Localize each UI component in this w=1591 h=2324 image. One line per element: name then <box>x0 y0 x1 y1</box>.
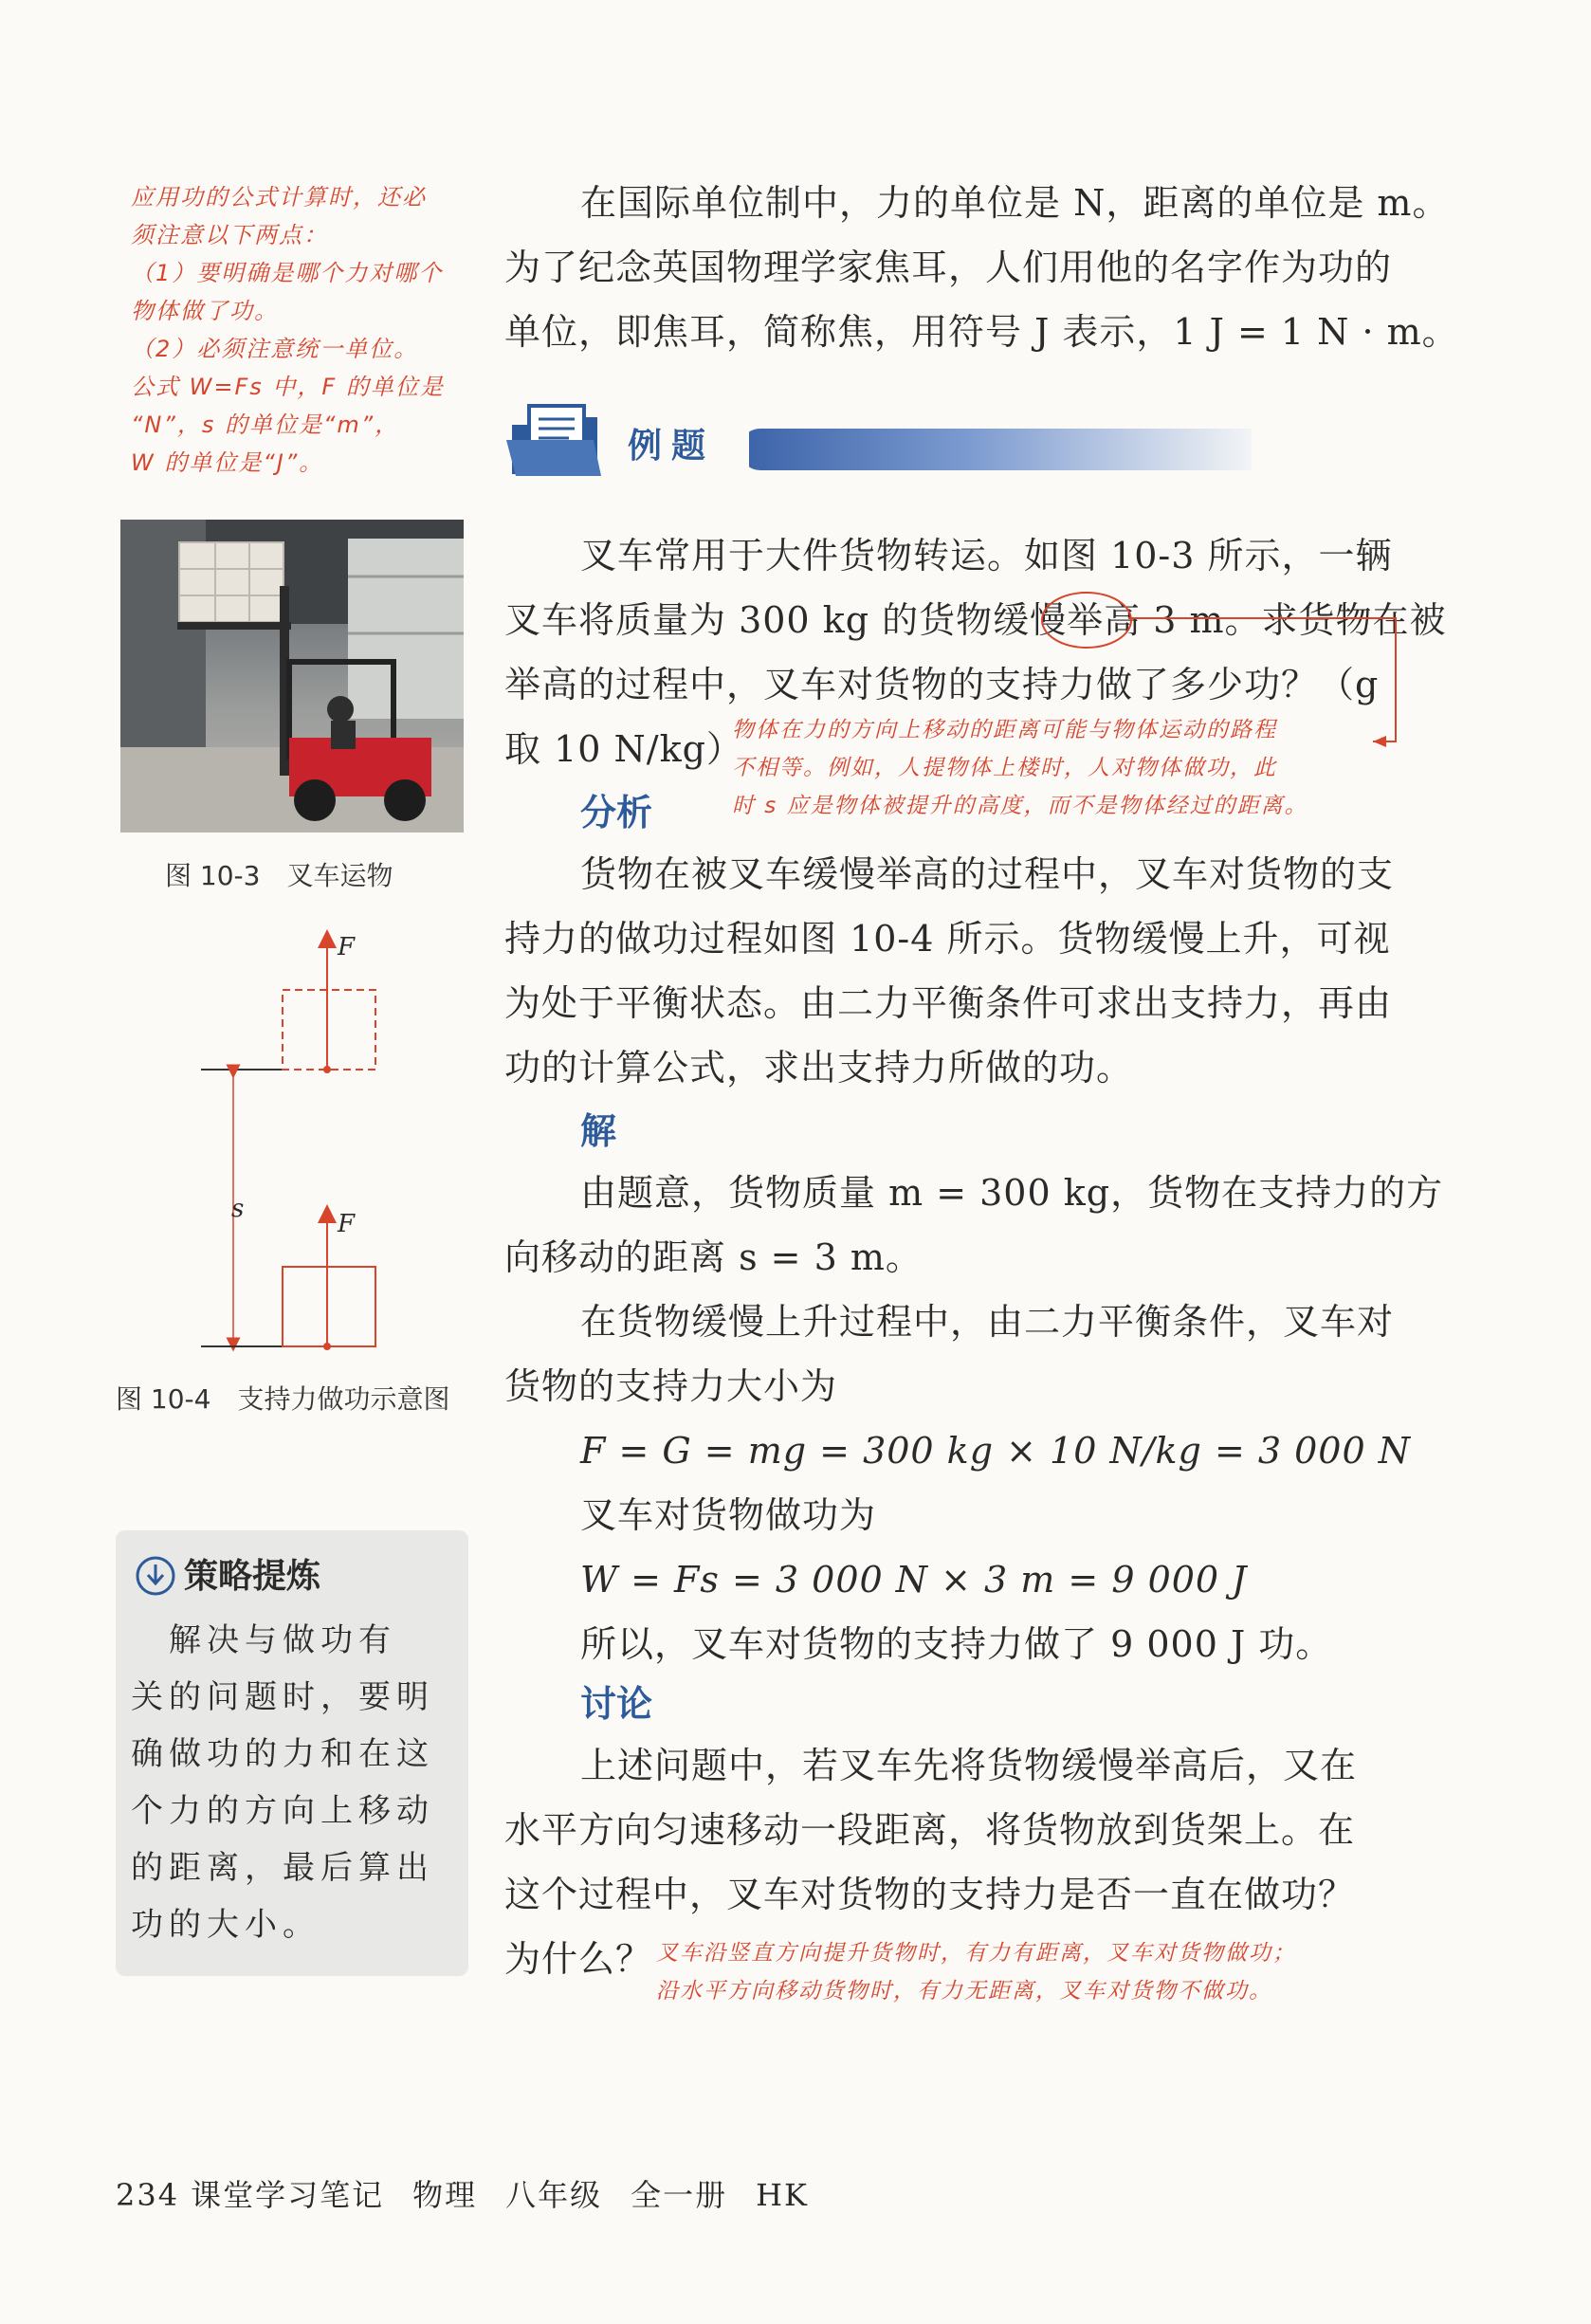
analysis-heading: 分析 <box>580 791 653 833</box>
force-label-bottom: F <box>338 1210 356 1238</box>
discussion-note <box>656 1934 1296 2010</box>
analysis-paragraph <box>504 842 1394 1100</box>
page-footer <box>116 2171 837 2215</box>
discussion-line: 为什么？ <box>504 1938 653 1980</box>
example-banner-bar <box>740 429 1252 470</box>
solution-paragraph <box>504 1161 1443 1676</box>
side-note <box>131 178 491 482</box>
problem-line: 取 10 N/kg） <box>504 728 743 770</box>
strategy-line: 确做功的力和在这 <box>131 1735 434 1773</box>
problem-note-line: 物体在力的方向上移动的距离可能与物体运动的路程 <box>732 718 1277 742</box>
solution-heading: 解 <box>580 1109 617 1152</box>
strategy-line: 的距离，最后算出 <box>131 1849 434 1887</box>
analysis-line: 持力的做功过程如图 10-4 所示。货物缓慢上升，可视 <box>504 918 1391 960</box>
analysis-line: 货物在被叉车缓慢举高的过程中，叉车对货物的支 <box>580 853 1395 895</box>
footer-edition: HK <box>756 2177 809 2213</box>
forklift-photo <box>120 520 464 833</box>
analysis-line: 为处于平衡状态。由二力平衡条件可求出支持力，再由 <box>504 982 1393 1024</box>
footer-volume: 全一册 <box>631 2177 728 2213</box>
support-force-diagram <box>190 929 408 1356</box>
problem-line: 叉车将质量为 300 kg 的货物缓慢举高 3 m。求货物在被 <box>504 599 1447 641</box>
problem-line: 举高的过程中，叉车对货物的支持力做了多少功？（g <box>504 664 1380 705</box>
strategy-text <box>131 1612 453 1953</box>
intro-line: 单位，即焦耳，简称焦，用符号 J 表示，1 J = 1 N · m。 <box>504 311 1459 353</box>
problem-note <box>732 711 1308 825</box>
dashed-cargo-box <box>283 990 375 1070</box>
solution-line: 向移动的距离 s = 3 m。 <box>504 1236 923 1278</box>
discussion-line: 这个过程中，叉车对货物的支持力是否一直在做功？ <box>504 1874 1356 1915</box>
problem-note-line: 不相等。例如，人提物体上楼时，人对物体做功，此 <box>732 756 1277 780</box>
problem-line: 叉车常用于大件货物转运。如图 10-3 所示，一辆 <box>580 535 1393 576</box>
discussion-line: 上述问题中，若叉车先将货物缓慢举高后，又在 <box>580 1745 1358 1786</box>
solid-cargo-box <box>283 1267 375 1346</box>
page-number: 234 <box>116 2177 180 2213</box>
footer-book: 课堂学习笔记 <box>191 2177 385 2213</box>
strategy-line: 功的大小。 <box>131 1906 320 1944</box>
solution-line: 在货物缓慢上升过程中，由二力平衡条件，叉车对 <box>580 1301 1395 1343</box>
footer-subject: 物理 <box>412 2177 478 2213</box>
solution-line: 叉车对货物做功为 <box>580 1494 877 1536</box>
strategy-title: 策略提炼 <box>184 1557 321 1596</box>
solution-formula: W = Fs = 3 000 N × 3 m = 9 000 J <box>580 1559 1248 1601</box>
intro-line: 在国际单位制中，力的单位是 N，距离的单位是 m。 <box>580 182 1450 224</box>
side-note-line: 公式 W=Fs 中，F 的单位是 <box>131 374 445 400</box>
side-note-line: （2）必须注意统一单位。 <box>131 336 419 362</box>
distance-label: s <box>231 1195 245 1223</box>
discussion-heading: 讨论 <box>580 1682 653 1725</box>
side-note-line: 须注意以下两点： <box>131 222 328 248</box>
force-label-top: F <box>338 933 356 961</box>
intro-paragraph <box>504 171 1459 364</box>
discussion-note-line: 叉车沿竖直方向提升货物时，有力有距离，叉车对货物做功； <box>656 1941 1296 1966</box>
side-note-line: 应用功的公式计算时，还必 <box>131 184 427 210</box>
strategy-line: 个力的方向上移动 <box>131 1792 434 1830</box>
discussion-note-line: 沿水平方向移动货物时，有力无距离，叉车对货物不做功。 <box>656 1979 1272 2004</box>
strategy-line: 解决与做功有 <box>131 1621 396 1659</box>
solution-line: 货物的支持力大小为 <box>504 1365 838 1407</box>
solution-line: 所以，叉车对货物的支持力做了 9 000 J 功。 <box>580 1623 1333 1665</box>
strategy-icon <box>135 1555 176 1601</box>
fig-10-4-caption: 图 10-4 支持力做功示意图 <box>116 1383 450 1415</box>
solution-formula: F = G = mg = 300 kg × 10 N/kg = 3 000 N <box>580 1430 1411 1472</box>
example-folder-icon <box>503 398 607 487</box>
footer-grade: 八年级 <box>505 2177 603 2213</box>
example-banner-label: 例题 <box>607 417 749 476</box>
side-note-line: W 的单位是“J”。 <box>131 449 324 476</box>
strategy-line: 关的问题时，要明 <box>131 1678 434 1716</box>
problem-note-line: 时 s 应是物体被提升的高度，而不是物体经过的距离。 <box>732 794 1308 818</box>
fig-10-3-caption: 图 10-3 叉车运物 <box>165 860 393 891</box>
side-note-line: （1）要明确是哪个力对哪个 <box>131 260 444 286</box>
side-note-line: “N”，s 的单位是“m”， <box>131 412 400 438</box>
solution-line: 由题意，货物质量 m = 300 kg，货物在支持力的方 <box>580 1172 1444 1214</box>
intro-line: 为了纪念英国物理学家焦耳，人们用他的名字作为功的 <box>504 247 1393 288</box>
side-note-line: 物体做了功。 <box>131 298 279 324</box>
analysis-line: 功的计算公式，求出支持力所做的功。 <box>504 1047 1134 1089</box>
discussion-line: 水平方向匀速移动一段距离，将货物放到货架上。在 <box>504 1809 1356 1851</box>
